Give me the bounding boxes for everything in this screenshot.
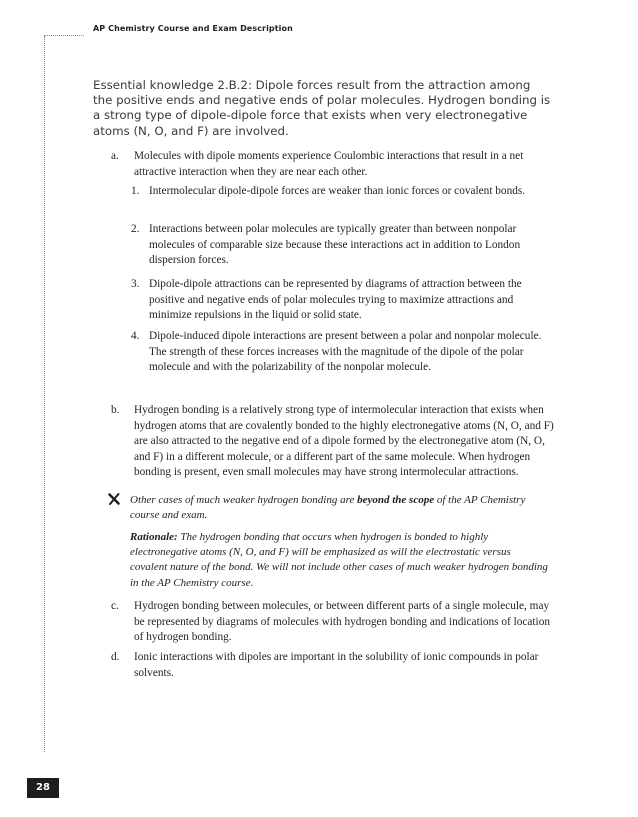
exclusion-statement [130,493,550,523]
list-item-label: a. [111,150,119,162]
list-item-label: c. [111,600,119,612]
header-dotted-rule [44,35,84,36]
rationale-label: Rationale: [130,531,178,543]
essential-knowledge-statement: Essential knowledge 2.B.2: Dipole forces result from the attraction among the positive ends and negative ends of polar molecules. Hydrogen bonding is a strong type of dipole-dipole force that exists when very electronegative atoms (N, O, and F) are involved. [93,78,551,138]
rationale [130,530,550,591]
list-item-text: Ionic interactions with dipoles are important in the solubility of ionic compounds in polar solvents. [134,651,539,679]
sub-item-label: 4. [131,330,140,342]
exclusion-text-start: Other cases of much weaker hydrogen bonding are [130,494,358,506]
x-mark-icon [107,492,121,506]
list-item-text: Hydrogen bonding between molecules, or between different parts of a single molecule, may be represented by diagrams of molecules with hydrogen bonding and indications of location of hydrogen bonding. [134,600,550,644]
rationale-text: The hydrogen bonding that occurs when hydrogen is bonded to highly electronegative atoms (N, O, and F) will be emphasized as will the electrostatic versus covalent nature of the bond. We will not include other cases of much weaker hydrogen bonding in the AP Chemistry course. [130,531,548,589]
sub-item-label: 3. [131,278,140,290]
sub-item-text: Intermolecular dipole-dipole forces are weaker than ionic forces or covalent bonds. [149,185,526,197]
list-item-text: Molecules with dipole moments experience Coulombic interactions that result in a net attractive interaction when they are near each other. [134,150,524,178]
sub-item-text: Dipole-dipole attractions can be represented by diagrams of attraction between the positive and negative ends of polar molecules trying to maximize attractions and minimize repulsions in the liquid or solid state. [149,278,522,322]
sub-item-text: Dipole-induced dipole interactions are present between a polar and nonpolar molecule. The strength of these forces increases with the magnitude of the dipole of the polar molecule and with the polarizability of the nonpolar molecule. [149,330,542,374]
sub-item-label: 2. [131,223,140,235]
list-item-text: Hydrogen bonding is a relatively strong type of intermolecular interaction that exists when hydrogen atoms that are covalently bonded to the highly electronegative atoms (N, O, and F) are also attracted to the negative end of a dipole formed by the electronegative atom (N, O, and F) in a different molecule, or a different part of the same molecule. When hydrogen bonding is present, even small molecules may have strong intermolecular attractions. [134,404,554,479]
exclusion-scope-emphasis: beyond the scope [357,494,435,506]
sub-item-label: 1. [131,185,140,197]
page-number: 28 [27,778,59,798]
list-item-label: b. [111,404,120,416]
list-item-label: d. [111,651,120,663]
sub-item-text: Interactions between polar molecules are typically greater than between nonpolar molecules of comparable size because these interactions act in addition to London dispersion forces. [149,223,521,267]
margin-dotted-rule [44,36,45,752]
running-header: AP Chemistry Course and Exam Description [93,24,293,33]
exclusion-text-end: of the AP Chemistry course and exam. [130,494,526,522]
